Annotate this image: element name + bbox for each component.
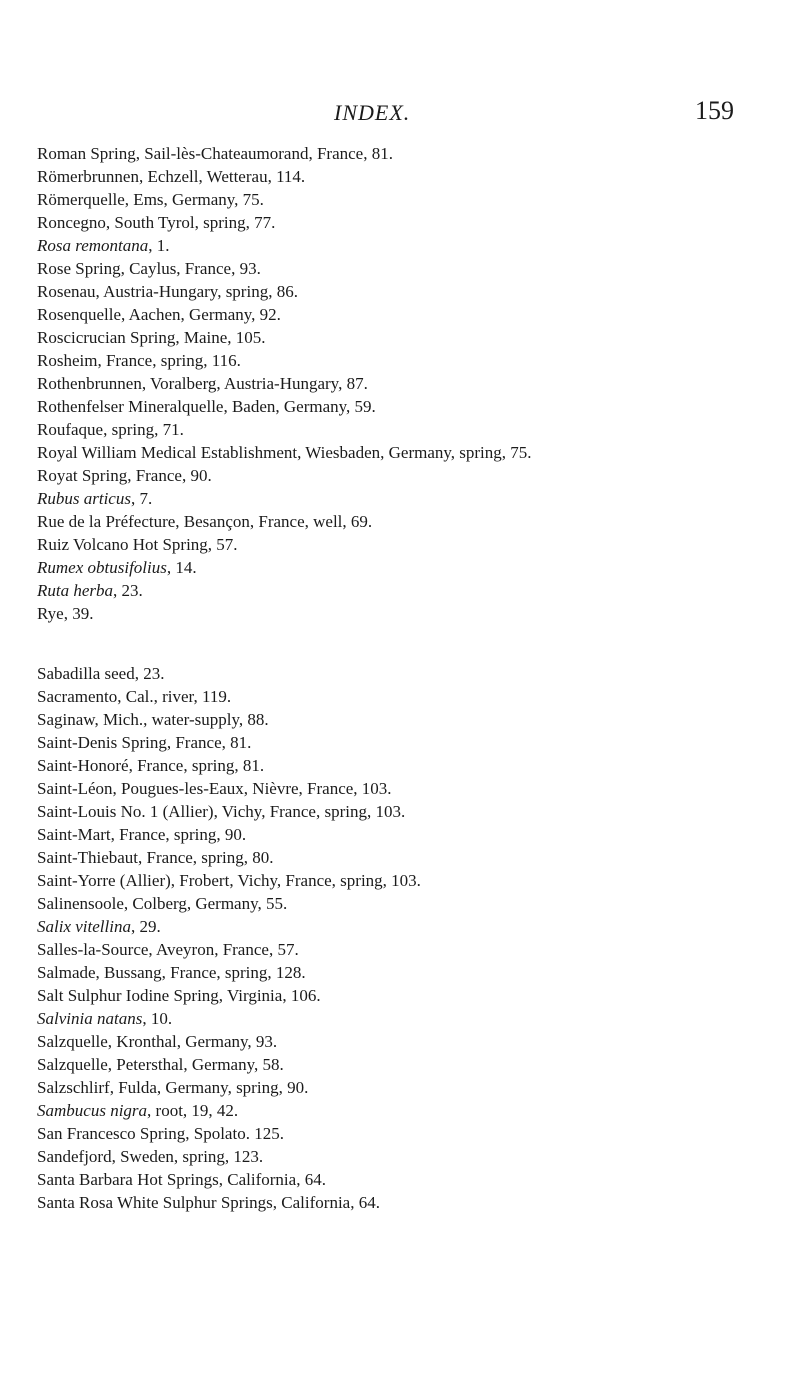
index-entry — [37, 1145, 777, 1168]
index-entry-text: Rosenau, Austria-Hungary, spring, 86. — [37, 282, 298, 301]
index-entry — [37, 892, 777, 915]
index-entry — [37, 1053, 777, 1076]
index-entry — [37, 234, 777, 257]
index-entry — [37, 556, 777, 579]
index-entry — [37, 1076, 777, 1099]
index-entry-text: Salzquelle, Petersthal, Germany, 58. — [37, 1055, 284, 1074]
index-entry-text: Rothenbrunnen, Voralberg, Austria-Hungary, 87. — [37, 374, 368, 393]
index-entry-text: Saint-Honoré, France, spring, 81. — [37, 756, 265, 775]
index-entry-text: Ruiz Volcano Hot Spring, 57. — [37, 535, 238, 554]
index-entry — [37, 1191, 777, 1214]
index-entry-text: Royal William Medical Establishment, Wiesbaden, Germany, spring, 75. — [37, 443, 532, 462]
index-entry-text: Royat Spring, France, 90. — [37, 466, 212, 485]
index-entry — [37, 418, 777, 441]
index-entry-text: Saint-Denis Spring, France, 81. — [37, 733, 252, 752]
index-entry-text: Römerbrunnen, Echzell, Wetterau, 114. — [37, 167, 306, 186]
index-entry — [37, 823, 777, 846]
index-entry — [37, 349, 777, 372]
index-entry-text: , 7. — [130, 489, 153, 508]
index-entry-text: San Francesco Spring, Spolato. 125. — [37, 1124, 284, 1143]
index-entry — [37, 533, 777, 556]
index-entry — [37, 662, 777, 685]
index-entry — [37, 188, 777, 211]
index-entry — [37, 487, 777, 510]
index-entry — [37, 211, 777, 234]
index-entry-text: Sabadilla seed, 23. — [37, 664, 165, 683]
index-entry — [37, 142, 777, 165]
index-entry-text: Römerquelle, Ems, Germany, 75. — [37, 190, 264, 209]
index-entry — [37, 602, 777, 625]
index-entry — [37, 708, 777, 731]
index-entry-text: , 14. — [166, 558, 197, 577]
index-entry — [37, 441, 777, 464]
index-entry — [37, 165, 777, 188]
index-entry — [37, 938, 777, 961]
index-entry-text: , 1. — [148, 236, 170, 255]
index-entry-text: Santa Barbara Hot Springs, California, 64. — [37, 1170, 326, 1189]
index-entry — [37, 280, 777, 303]
index-entry-text: , 10. — [142, 1009, 173, 1028]
index-entry-text: Saint-Yorre (Allier), Frobert, Vichy, France, spring, 103. — [37, 871, 421, 890]
index-entry — [37, 1007, 777, 1030]
index-entry-latin-name: Rubus articus — [37, 489, 131, 508]
index-entry-text: Saint-Thiebaut, France, spring, 80. — [37, 848, 274, 867]
page-number: 159 — [695, 96, 734, 125]
index-entry — [37, 915, 777, 938]
index-section-r — [37, 142, 777, 625]
section-gap — [37, 625, 777, 662]
index-entry-text: Roscicrucian Spring, Maine, 105. — [37, 328, 266, 347]
index-entry-latin-name: Rumex obtusifolius — [37, 558, 167, 577]
running-head — [0, 96, 800, 130]
index-entry-text: Saint-Léon, Pougues-les-Eaux, Nièvre, France, 103. — [37, 779, 392, 798]
index-entry-latin-name: Rosa remontana — [37, 236, 149, 255]
index-entry — [37, 303, 777, 326]
index-entry-text: Saginaw, Mich., water-supply, 88. — [37, 710, 269, 729]
index-entry-text: Salt Sulphur Iodine Spring, Virginia, 106. — [37, 986, 321, 1005]
index-entry — [37, 800, 777, 823]
index-entry-text: Rosenquelle, Aachen, Germany, 92. — [37, 305, 281, 324]
index-entry-text: , 23. — [113, 581, 143, 600]
index-entry-text: Salmade, Bussang, France, spring, 128. — [37, 963, 306, 982]
page-title: INDEX. — [334, 100, 411, 125]
index-entry-text: Sacramento, Cal., river, 119. — [37, 687, 232, 706]
index-entry-text: Rothenfelser Mineralquelle, Baden, Germany, 59. — [37, 397, 376, 416]
index-entry-text: Salles-la-Source, Aveyron, France, 57. — [37, 940, 299, 959]
index-entry-text: Roncegno, South Tyrol, spring, 77. — [37, 213, 276, 232]
index-entry-text: Saint-Mart, France, spring, 90. — [37, 825, 247, 844]
index-entry — [37, 395, 777, 418]
index-entry — [37, 464, 777, 487]
index-entry — [37, 685, 777, 708]
index-entry-latin-name: Ruta herba — [37, 581, 114, 600]
index-entry-text: Rose Spring, Caylus, France, 93. — [37, 259, 261, 278]
index-entry-text: Salinensoole, Colberg, Germany, 55. — [37, 894, 288, 913]
index-entry-text: Saint-Louis No. 1 (Allier), Vichy, France, spring, 103. — [37, 802, 406, 821]
index-entry — [37, 1122, 777, 1145]
index-entry — [37, 961, 777, 984]
index-entry — [37, 510, 777, 533]
index-entry — [37, 1168, 777, 1191]
index-entry — [37, 257, 777, 280]
index-entry — [37, 731, 777, 754]
index-list — [37, 142, 777, 1214]
index-entry — [37, 846, 777, 869]
index-entry — [37, 1030, 777, 1053]
index-entry-text: Rye, 39. — [37, 604, 94, 623]
index-entry-text: Salzquelle, Kronthal, Germany, 93. — [37, 1032, 278, 1051]
index-entry-text: , root, 19, 42. — [147, 1101, 239, 1120]
index-entry-text: Salzschlirf, Fulda, Germany, spring, 90. — [37, 1078, 309, 1097]
index-entry-text: Rosheim, France, spring, 116. — [37, 351, 241, 370]
index-entry — [37, 372, 777, 395]
index-entry — [37, 777, 777, 800]
index-entry-text: Rue de la Préfecture, Besançon, France, well, 69. — [37, 512, 373, 531]
index-entry-text: Roman Spring, Sail-lès-Chateaumorand, France, 81. — [37, 144, 393, 163]
index-section-s — [37, 662, 777, 1214]
index-entry-text: Sandefjord, Sweden, spring, 123. — [37, 1147, 264, 1166]
index-entry-latin-name: Salix vitellina — [37, 917, 131, 936]
index-entry — [37, 579, 777, 602]
index-entry — [37, 984, 777, 1007]
index-entry-latin-name: Sambucus nigra — [37, 1101, 148, 1120]
index-entry-text: Santa Rosa White Sulphur Springs, California, 64. — [37, 1193, 380, 1212]
index-entry-text: , 29. — [130, 917, 161, 936]
index-entry-latin-name: Salvinia natans — [37, 1009, 143, 1028]
index-entry-text: Roufaque, spring, 71. — [37, 420, 184, 439]
index-entry — [37, 326, 777, 349]
index-entry — [37, 869, 777, 892]
index-entry — [37, 1099, 777, 1122]
index-entry — [37, 754, 777, 777]
